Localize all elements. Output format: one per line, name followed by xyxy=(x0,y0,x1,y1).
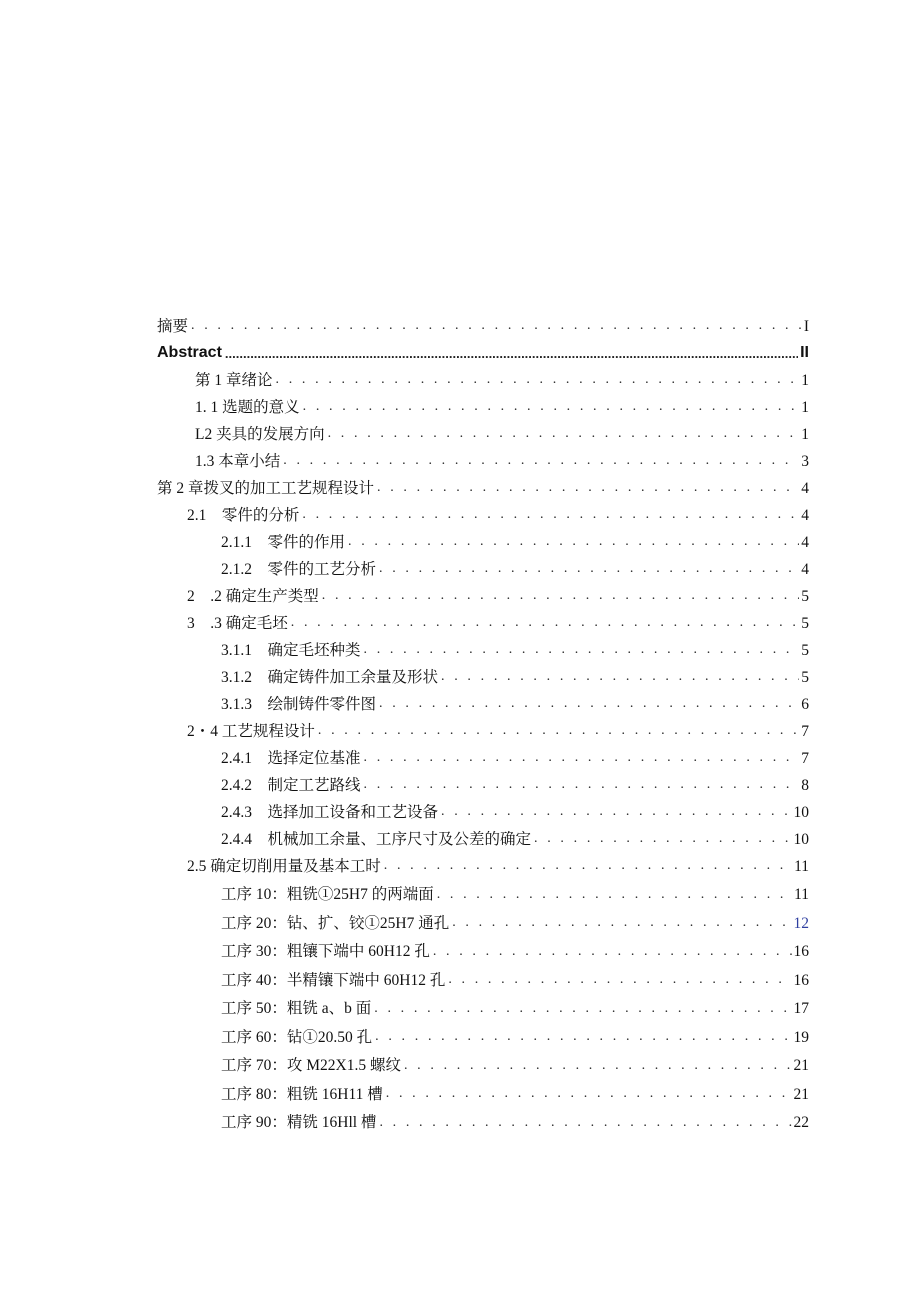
toc-entry[interactable] xyxy=(157,469,809,496)
toc-entry-page: 22 xyxy=(793,1114,809,1131)
dot-leader xyxy=(534,832,791,847)
toc-entry-page: II xyxy=(800,344,809,361)
toc-entry[interactable] xyxy=(157,307,809,334)
toc-entry[interactable] xyxy=(157,442,809,469)
toc-entry-label: 2.4.3 选择加工设备和工艺设备 xyxy=(221,803,439,821)
toc-entry[interactable] xyxy=(157,685,809,712)
dot-leader xyxy=(291,616,799,631)
toc-entry[interactable] xyxy=(157,361,809,388)
dot-leader xyxy=(364,778,800,793)
toc-entry-page: 5 xyxy=(801,614,809,632)
toc-entry-label: 工序 90：精铣 16Hll 槽 xyxy=(221,1114,377,1131)
dot-leader xyxy=(433,945,792,960)
toc-entry[interactable] xyxy=(157,766,809,793)
dot-leader xyxy=(374,1002,791,1017)
toc-entry[interactable] xyxy=(157,496,809,523)
dot-leader xyxy=(318,724,799,739)
toc-entry-page: 19 xyxy=(793,1028,809,1046)
toc-entry[interactable] xyxy=(157,1102,809,1131)
toc-entry-page: 11 xyxy=(794,857,809,875)
toc-entry-label: 工序 70：攻 M22X1.5 螺纹 xyxy=(221,1057,401,1074)
toc-entry[interactable] xyxy=(157,847,809,874)
toc-entry-label: 2 .2 确定生产类型 xyxy=(187,587,319,605)
toc-entry-label: 第 1 章绪论 xyxy=(195,371,273,389)
toc-entry-label: 2.1.1 零件的作用 xyxy=(221,533,346,551)
toc-entry[interactable] xyxy=(157,793,809,820)
toc-entry-label: 工序 50：粗铣 a、b 面 xyxy=(221,1000,372,1017)
toc-entry-label: 3.1.1 确定毛坯种类 xyxy=(221,641,361,659)
toc-entry-page: 16 xyxy=(793,943,809,960)
toc-entry-page: 5 xyxy=(801,668,809,686)
dot-leader xyxy=(379,1116,791,1131)
toc-entry-label: 3.1.2 确定铸件加工余量及形状 xyxy=(221,668,439,686)
toc-entry[interactable] xyxy=(157,960,809,989)
dot-leader xyxy=(437,888,792,903)
dot-leader xyxy=(375,1030,791,1045)
dot-leader xyxy=(276,373,800,388)
toc-entry[interactable] xyxy=(157,903,809,932)
toc-entry-label: 1.3 本章小结 xyxy=(195,452,281,470)
toc-entry[interactable] xyxy=(157,334,809,361)
dot-leader xyxy=(283,454,799,469)
dot-leader xyxy=(348,535,799,550)
dot-leader xyxy=(441,805,791,820)
toc-entry-page: 7 xyxy=(801,722,809,740)
dot-leader xyxy=(302,508,799,523)
toc-entry-page: 4 xyxy=(801,560,809,578)
dot-leader xyxy=(191,319,802,334)
toc-entry[interactable] xyxy=(157,712,809,739)
dot-leader xyxy=(448,973,791,988)
toc-entry-page: 1 xyxy=(801,425,809,443)
toc-entry[interactable] xyxy=(157,1045,809,1074)
toc-entry-page: 3 xyxy=(801,452,809,470)
toc-entry[interactable] xyxy=(157,1074,809,1103)
toc-entry[interactable] xyxy=(157,604,809,631)
toc-entry-page: 5 xyxy=(801,641,809,659)
toc-entry-page: 21 xyxy=(793,1085,809,1103)
dot-leader xyxy=(404,1059,792,1074)
toc-entry[interactable] xyxy=(157,1017,809,1046)
toc-entry-label: 3.1.3 绘制铸件零件图 xyxy=(221,695,377,713)
dot-leader xyxy=(379,562,799,577)
toc-entry[interactable] xyxy=(157,415,809,442)
toc-entry-label: 第 2 章拨叉的加工工艺规程设计 xyxy=(157,479,375,497)
toc-entry-label: 工序 30：粗镶下端中 60H12 孔 xyxy=(221,943,430,960)
toc-entry-label: 工序 40：半精镶下端中 60H12 孔 xyxy=(221,971,446,989)
toc-entry-page: 10 xyxy=(793,830,809,848)
toc-entry-page: 16 xyxy=(793,971,809,989)
toc-entry[interactable] xyxy=(157,988,809,1017)
toc-entry[interactable] xyxy=(157,631,809,658)
dot-leader xyxy=(225,347,798,361)
toc-entry-page: 4 xyxy=(801,533,809,551)
toc-entry[interactable] xyxy=(157,739,809,766)
toc-entry[interactable] xyxy=(157,658,809,685)
dot-leader xyxy=(386,1087,792,1102)
dot-leader xyxy=(384,859,792,874)
toc-entry[interactable] xyxy=(157,550,809,577)
toc-entry-label: 3 .3 确定毛坯 xyxy=(187,614,288,632)
toc-entry-page: 10 xyxy=(793,803,809,821)
toc-entry-page: 8 xyxy=(801,776,809,794)
toc-entry-page: 7 xyxy=(801,749,809,767)
toc-entry-label: 2.1 零件的分析 xyxy=(187,506,300,524)
toc-entry-label: 2.4.2 制定工艺路线 xyxy=(221,776,361,794)
dot-leader xyxy=(364,751,800,766)
dot-leader xyxy=(364,643,800,658)
toc-entry-label: 工序 60：钻①20.50 孔 xyxy=(221,1028,373,1046)
dot-leader xyxy=(377,481,799,496)
toc-entry[interactable] xyxy=(157,577,809,604)
toc-entry-label: 2・4 工艺规程设计 xyxy=(187,722,315,740)
toc-entry[interactable] xyxy=(157,931,809,960)
toc-entry-label: 2.4.4 机械加工余量、工序尺寸及公差的确定 xyxy=(221,830,532,848)
toc-entry[interactable] xyxy=(157,523,809,550)
toc-entry-label: 2.1.2 零件的工艺分析 xyxy=(221,560,377,578)
dot-leader xyxy=(452,916,791,931)
toc-entry-page: 5 xyxy=(801,587,809,605)
toc-entry-label: 工序 20：钻、扩、铰①25H7 通孔 xyxy=(221,914,450,932)
toc-entry-page: 1 xyxy=(801,398,809,416)
toc-entry-page: 21 xyxy=(793,1057,809,1074)
toc-entry-page: 17 xyxy=(793,1000,809,1017)
dot-leader xyxy=(441,670,799,685)
toc-entry-label: 2.4.1 选择定位基准 xyxy=(221,749,361,767)
toc-entry-label: 工序 80：粗铣 16H11 槽 xyxy=(221,1085,383,1103)
toc-entry[interactable] xyxy=(157,874,809,903)
toc-entry[interactable] xyxy=(157,820,809,847)
dot-leader xyxy=(322,589,799,604)
toc-entry-label: L2 夹具的发展方向 xyxy=(195,425,325,443)
toc-entry-label: Abstract xyxy=(157,344,222,361)
toc-entry-label: 工序 10：粗铣①25H7 的两端面 xyxy=(221,886,434,903)
toc-entry-page: 6 xyxy=(801,695,809,713)
toc-entry-page: 1 xyxy=(801,371,809,389)
toc-entry-page: 4 xyxy=(801,479,809,497)
toc-entry-label: 摘要 xyxy=(157,317,189,335)
toc-entry-page: 4 xyxy=(801,506,809,524)
toc-entry-page: 11 xyxy=(794,886,809,903)
toc-entry-page: 12 xyxy=(793,914,809,932)
dot-leader xyxy=(379,697,799,712)
table-of-contents xyxy=(157,307,809,1131)
toc-entry-page: I xyxy=(803,317,809,335)
dot-leader xyxy=(328,427,800,442)
dot-leader xyxy=(303,400,800,415)
toc-entry-label: 1. 1 选题的意义 xyxy=(195,398,300,416)
toc-entry[interactable] xyxy=(157,388,809,415)
toc-entry-label: 2.5 确定切削用量及基本工时 xyxy=(187,857,381,875)
